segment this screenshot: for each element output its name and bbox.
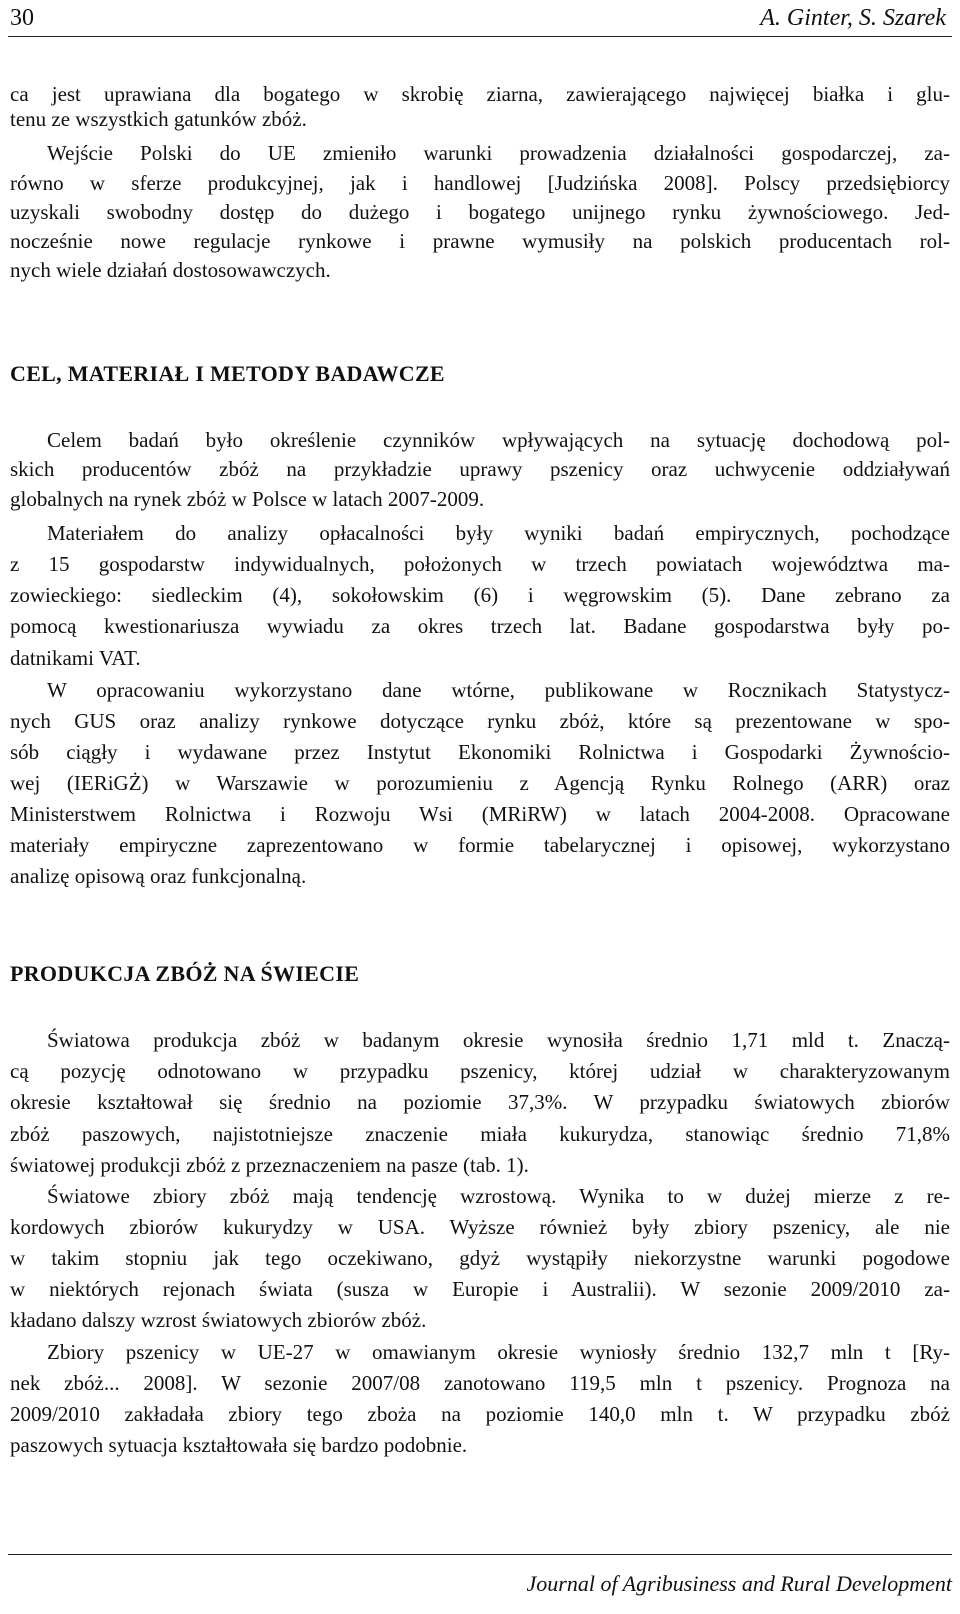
text-line: tenu ze wszystkich gatunków zbóż. — [10, 107, 307, 131]
text-line: światowej produkcji zbóż z przeznaczeniem na pasze (tab. 1). — [10, 1153, 529, 1177]
text-line: kordowych zbiorów kukurydzy w USA. Wyższe również były zbiory pszenicy, ale nie — [10, 1215, 950, 1239]
text-line: kładano dalszy wzrost światowych zbiorów zbóż. — [10, 1308, 427, 1332]
text-line: cą pozycję odnotowano w przypadku pszenicy, której udział w charakteryzowanym — [10, 1059, 950, 1083]
page-number: 30 — [10, 5, 34, 31]
text-line: uzyskali swobodny dostęp do dużego i bogatego unijnego rynku żywnościowego. Jed- — [10, 200, 950, 224]
text-line: analizę opisową oraz funkcjonalną. — [10, 864, 307, 888]
journal-name: Journal of Agribusiness and Rural Development — [526, 1571, 952, 1596]
text-line: 2009/2010 zakładała zbiory tego zboża na poziomie 140,0 mln t. W przypadku zbóż — [10, 1402, 950, 1426]
text-line: Światowe zbiory zbóż mają tendencję wzrostową. Wynika to w dużej mierze z re- — [47, 1184, 950, 1208]
text-line: z 15 gospodarstw indywidualnych, położonych w trzech powiatach województwa ma- — [10, 552, 950, 576]
text-line: zbóż paszowych, najistotniejsze znaczenie miała kukurydza, stanowiąc średnio 71,8% — [10, 1122, 950, 1146]
text-line: Celem badań było określenie czynników wpływających na sytuację dochodową pol- — [47, 428, 950, 452]
text-line: nych wiele działań dostosowawczych. — [10, 258, 331, 282]
text-line: skich producentów zbóż na przykładzie uprawy pszenicy oraz uchwycenie oddziaływań — [10, 457, 950, 481]
text-line: Światowa produkcja zbóż w badanym okresie wynosiła średnio 1,71 mld t. Znaczą- — [47, 1028, 950, 1052]
text-line: Wejście Polski do UE zmieniło warunki prowadzenia działalności gospodarczej, za- — [47, 141, 950, 165]
text-line: pomocą kwestionariusza wywiadu za okres trzech lat. Badane gospodarstwa były po- — [10, 614, 950, 638]
text-line: paszowych sytuacja kształtowała się bardzo podobnie. — [10, 1433, 468, 1457]
text-line: w niektórych rejonach świata (susza w Europie i Australii). W sezonie 2009/2010 za- — [10, 1277, 950, 1301]
text-line: wej (IERiGŻ) w Warszawie w porozumieniu z Agencją Rynku Rolnego (ARR) oraz — [10, 771, 950, 795]
text-line: Ministerstwem Rolnictwa i Rozwoju Wsi (MRiRW) w latach 2004-2008. Opracowane — [10, 802, 950, 826]
section-heading: PRODUKCJA ZBÓŻ NA ŚWIECIE — [10, 961, 360, 986]
text-line: nek zbóż... 2008]. W sezonie 2007/08 zanotowano 119,5 mln t pszenicy. Prognoza na — [10, 1371, 950, 1395]
text-line: ca jest uprawiana dla bogatego w skrobię ziarna, zawierającego najwięcej białka i glu- — [10, 82, 950, 106]
text-line: Materiałem do analizy opłacalności były wyniki badań empirycznych, pochodzące — [47, 521, 950, 545]
section-heading: CEL, MATERIAŁ I METODY BADAWCZE — [10, 361, 445, 386]
text-line: zowieckiego: siedleckim (4), sokołowskim (6) i węgrowskim (5). Dane zebrano za — [10, 583, 950, 607]
text-line: datnikami VAT. — [10, 646, 141, 670]
text-line: W opracowaniu wykorzystano dane wtórne, publikowane w Rocznikach Statystycz- — [47, 678, 950, 702]
text-line: materiały empiryczne zaprezentowano w formie tabelarycznej i opisowej, wykorzystano — [10, 833, 950, 857]
text-line: nych GUS oraz analizy rynkowe dotyczące rynku zbóż, które są prezentowane w spo- — [10, 709, 950, 733]
text-line: Zbiory pszenicy w UE-27 w omawianym okresie wyniosły średnio 132,7 mln t [Ry- — [47, 1340, 950, 1364]
text-line: sób ciągły i wydawane przez Instytut Ekonomiki Rolnictwa i Gospodarki Żywnościo- — [10, 740, 950, 764]
running-head-authors: A. Ginter, S. Szarek — [760, 5, 946, 31]
text-line: globalnych na rynek zbóż w Polsce w latach 2007-2009. — [10, 487, 485, 511]
footer-divider — [8, 1554, 952, 1555]
page-header — [8, 0, 952, 37]
text-line: równo w sferze produkcyjnej, jak i handlowej [Judzińska 2008]. Polscy przedsiębiorcy — [10, 171, 950, 195]
text-line: nocześnie nowe regulacje rynkowe i prawne wymusiły na polskich producentach rol- — [10, 229, 950, 253]
text-line: w takim stopniu jak tego oczekiwano, gdyż wystąpiły niekorzystne warunki pogodowe — [10, 1246, 950, 1270]
text-line: okresie kształtował się średnio na poziomie 37,3%. W przypadku światowych zbiorów — [10, 1090, 950, 1114]
